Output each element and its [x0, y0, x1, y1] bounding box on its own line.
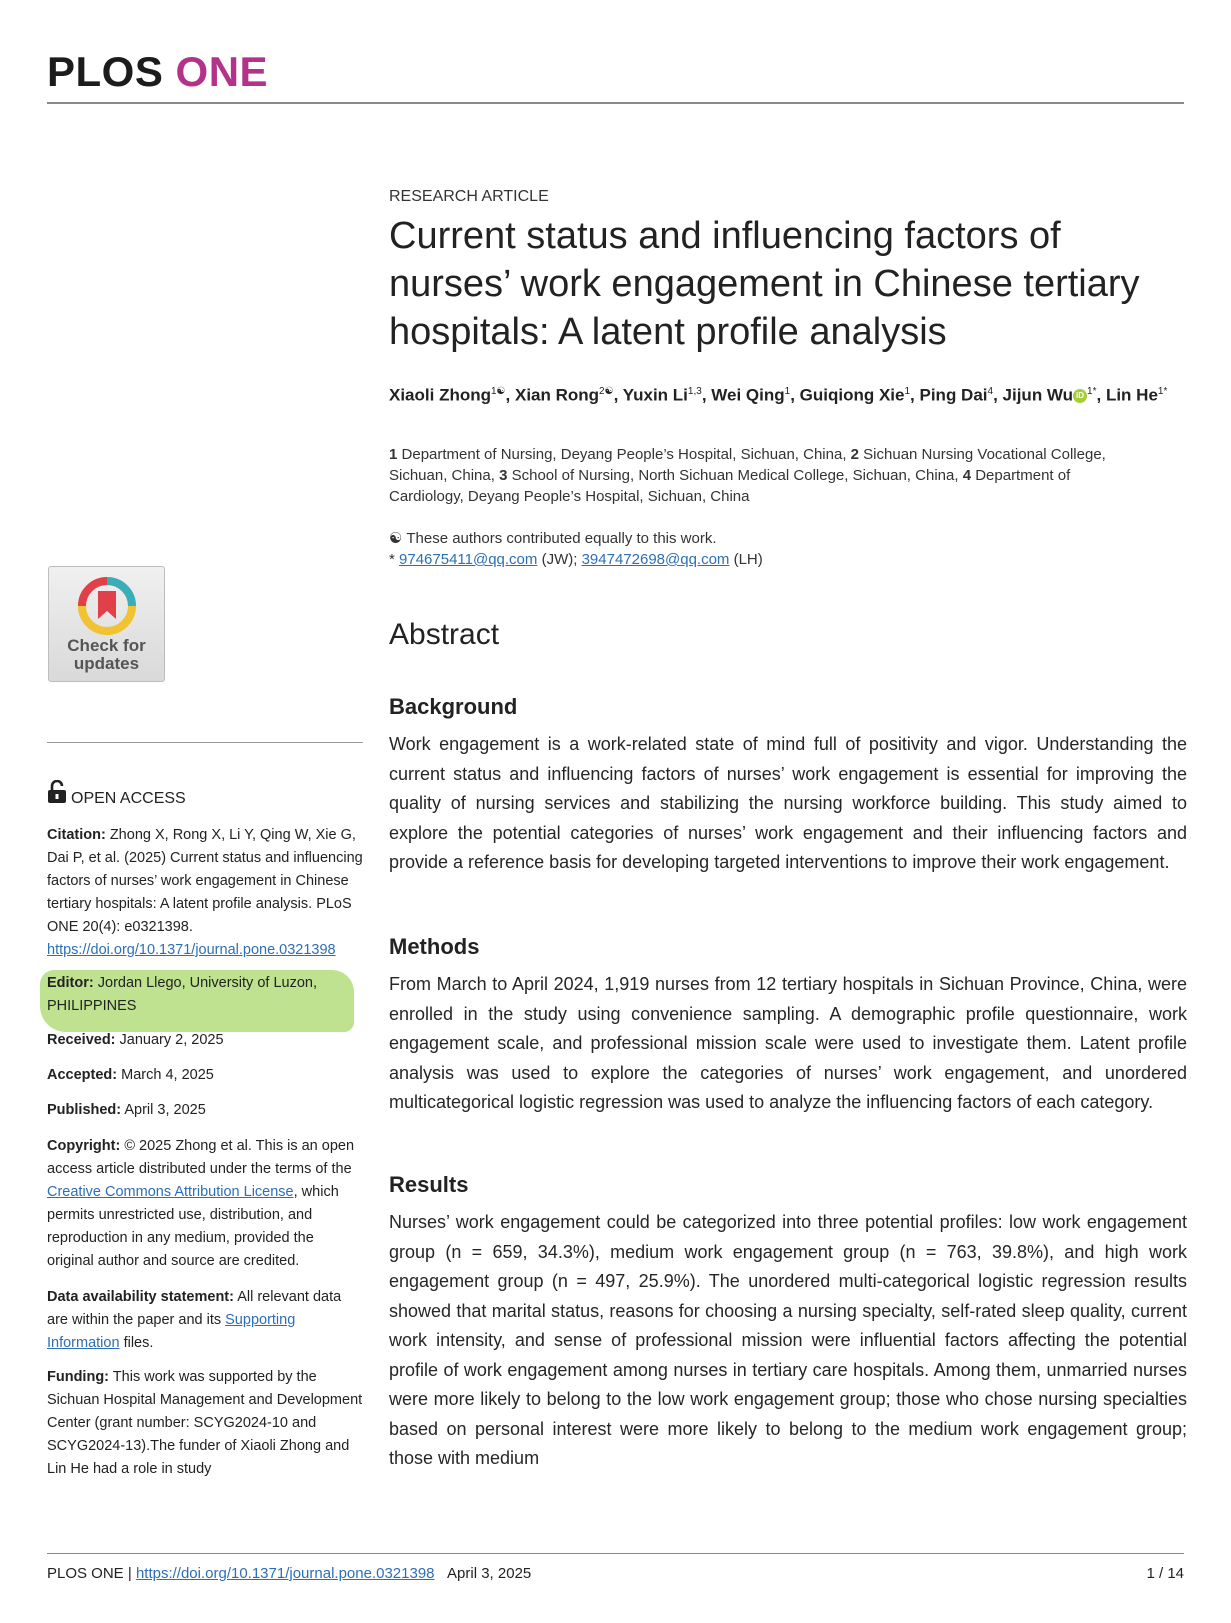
- badge-label: [49, 637, 164, 673]
- affil-text: Department of Cardiology, Deyang People’s Hospital, Sichuan, China: [389, 467, 1071, 505]
- affil-text: School of Nursing, North Sichuan Medical College, Sichuan, China,: [511, 467, 959, 484]
- email-who-lh: (LH): [733, 551, 763, 568]
- accepted-label: Accepted:: [47, 1067, 118, 1083]
- author-name: Xiaoli Zhong: [389, 385, 491, 405]
- email-link-jw[interactable]: 974675411@qq.com: [399, 551, 538, 568]
- citation-block: [47, 824, 363, 962]
- correspondence-line: [389, 549, 1149, 570]
- author-sup: 1: [784, 386, 791, 397]
- check-for-updates-badge[interactable]: [48, 566, 165, 682]
- open-access-label: OPEN ACCESS: [71, 790, 186, 807]
- published-block: [47, 1099, 363, 1122]
- footer-citation: [47, 1565, 531, 1582]
- background-text: Work engagement is a work-related state of mind full of positivity and vigor. Understanding the current status and influencing factors of nurses’ work engagement is essential for improving the quality of nursing services and stabilizing the nursing workforce building. This study aimed to explore the potential categories of nurses’ work engagement and their influencing factors and provide a reference basis for developing targeted interventions to improve their work engagement.: [389, 734, 1187, 872]
- affil-num: 3: [499, 467, 508, 484]
- funding-label: Funding:: [47, 1369, 110, 1385]
- corresp-star: *: [389, 551, 395, 568]
- data-availability-block: [47, 1286, 363, 1355]
- badge-line-2: updates: [73, 654, 140, 673]
- author-name: Jijun Wu: [1002, 385, 1074, 405]
- journal-logo: [47, 48, 268, 96]
- methods-heading: Methods: [389, 934, 480, 959]
- header-divider: [47, 102, 1184, 104]
- footer-journal: PLOS ONE |: [47, 1565, 132, 1582]
- background-heading: Background: [389, 694, 518, 719]
- logo-plos: PLOS: [47, 48, 164, 95]
- contribution-note: [389, 528, 1149, 570]
- article-title: Current status and influencing factors of nurses’ work engagement in Chinese tertiary hospitals: A latent profile analysis: [389, 215, 1140, 353]
- affil-num: 4: [962, 467, 972, 484]
- funding-block: [47, 1366, 363, 1481]
- affil-num: 2: [850, 446, 859, 463]
- results-heading: Results: [389, 1172, 469, 1197]
- editor-label: Editor:: [47, 975, 94, 991]
- published-label: Published:: [47, 1102, 122, 1118]
- author-sup: 4: [987, 386, 994, 397]
- page-number: 1 / 14: [1146, 1565, 1184, 1582]
- author-sup: 2☯: [599, 386, 614, 397]
- affil-text: Department of Nursing, Deyang People’s Hospital, Sichuan, China,: [401, 446, 847, 463]
- author-name: Xian Rong: [514, 385, 600, 405]
- footer-divider: [47, 1553, 1184, 1554]
- abstract-heading: Abstract: [389, 618, 500, 651]
- citation-doi-link[interactable]: https://doi.org/10.1371/journal.pone.0321398: [47, 942, 336, 958]
- affil-num: 1: [389, 446, 398, 463]
- citation-label: Citation:: [47, 827, 106, 843]
- author-name: Wei Qing: [711, 385, 785, 405]
- crossmark-icon: [76, 575, 138, 637]
- funding-text: This work was supported by the Sichuan Hospital Management and Development Center (grant number: SCYG2024-10 and SCYG2024-13).The funder of Xiaoli Zhong and Lin He had a role in study: [47, 1369, 363, 1477]
- author-sup: 1*: [1087, 386, 1097, 397]
- affiliations: [389, 444, 1149, 507]
- logo-one: ONE: [175, 48, 269, 95]
- copyright-label: Copyright:: [47, 1138, 121, 1154]
- copyright-block: [47, 1135, 363, 1273]
- author-sup: 1☯: [491, 386, 506, 397]
- received-label: Received:: [47, 1032, 116, 1048]
- open-lock-icon: [47, 780, 67, 804]
- editor-block: [47, 972, 363, 1018]
- citation-text: Zhong X, Rong X, Li Y, Qing W, Xie G, Dai P, et al. (2025) Current status and influencing factors of nurses’ work engagement in Chinese tertiary hospitals: A latent profile analysis. PLoS ONE 20(4): e0321398.: [47, 827, 363, 935]
- received-block: [47, 1029, 363, 1052]
- published-date: April 3, 2025: [124, 1102, 206, 1118]
- author-name: Ping Dai: [919, 385, 988, 405]
- email-link-lh[interactable]: 3947472698@qq.com: [581, 551, 730, 568]
- methods-text: From March to April 2024, 1,919 nurses from 12 tertiary hospitals in Sichuan Province, China, were enrolled in the study using convenience sampling. A demographic profile questionnaire, work engagement scale, and professional mission scale were used to investigate them. Latent profile analysis was used to explore the categories of nurses’ work engagement, and unordered multicategorical logistic regression was used to analyze the influencing factors of each category.: [389, 974, 1187, 1112]
- footer-doi-link[interactable]: https://doi.org/10.1371/journal.pone.0321398: [135, 1565, 435, 1582]
- affil-text: Sichuan Nursing Vocational College, Sichuan, China,: [389, 446, 1106, 484]
- sidebar-divider: [47, 742, 363, 743]
- data-availability-text-end: files.: [123, 1335, 154, 1351]
- accepted-date: March 4, 2025: [121, 1067, 214, 1083]
- author-name: Lin He: [1105, 385, 1158, 405]
- author-sup: 1: [904, 386, 911, 397]
- copyright-text: © 2025 Zhong et al. This is an open access article distributed under the terms of the: [47, 1138, 355, 1177]
- author-name: Yuxin Li: [622, 385, 688, 405]
- email-who-jw: (JW);: [541, 551, 578, 568]
- footer-date: April 3, 2025: [447, 1565, 532, 1582]
- badge-line-1: Check for: [67, 636, 146, 655]
- license-link[interactable]: Creative Commons Attribution License: [47, 1184, 294, 1200]
- data-availability-text: All relevant data are within the paper and its: [47, 1289, 342, 1328]
- orcid-icon[interactable]: iD: [1073, 389, 1087, 403]
- author-name: Guiqiong Xie: [799, 385, 905, 405]
- equal-contrib-note: ☯ These authors contributed equally to this work.: [389, 530, 717, 547]
- results-text: Nurses’ work engagement could be categorized into three potential profiles: low work engagement group (n = 659, 34.3%), medium work engagement group (n = 763, 39.8%), and high work engagement group (n = 497, 25.9%). The unordered multi-categorical logistic regression results showed that marital status, reasons for choosing a nursing specialty, self-rated sleep quality, current work intensity, and sense of professional mission were influential factors affecting the potential profile of work engagement among nurses in tertiary care hospitals. Among them, unmarried nurses were more likely to belong to the low work engagement group; those who chose nursing specialties based on personal interest were more likely to belong to the medium work engagement group; those with medium: [389, 1212, 1187, 1468]
- data-availability-label: Data availability statement:: [47, 1289, 234, 1305]
- supporting-info-link[interactable]: Supporting Information: [47, 1312, 296, 1351]
- author-sup: 1,3: [687, 386, 702, 397]
- editor-text: Jordan Llego, University of Luzon, PHILIPPINES: [47, 975, 317, 1014]
- copyright-text-end: , which permits unrestricted use, distribution, and reproduction in any medium, provided the original author and source are credited.: [47, 1184, 339, 1269]
- accepted-block: [47, 1064, 363, 1087]
- received-date: January 2, 2025: [119, 1032, 224, 1048]
- article-type: RESEARCH ARTICLE: [389, 188, 549, 205]
- author-list: Xiaoli Zhong$^{1☯}$, Xian Rong$^{2☯}$, Yuxin Li$^{1,3}$, Wei Qing$^1$, Guiqiong Xie$^1$, Ping Dai$^4$, Jijun Wu iD $^{1*}$, Lin $He^{1*}$: [389, 385, 1168, 405]
- author-sup: 1*: [1157, 386, 1168, 397]
